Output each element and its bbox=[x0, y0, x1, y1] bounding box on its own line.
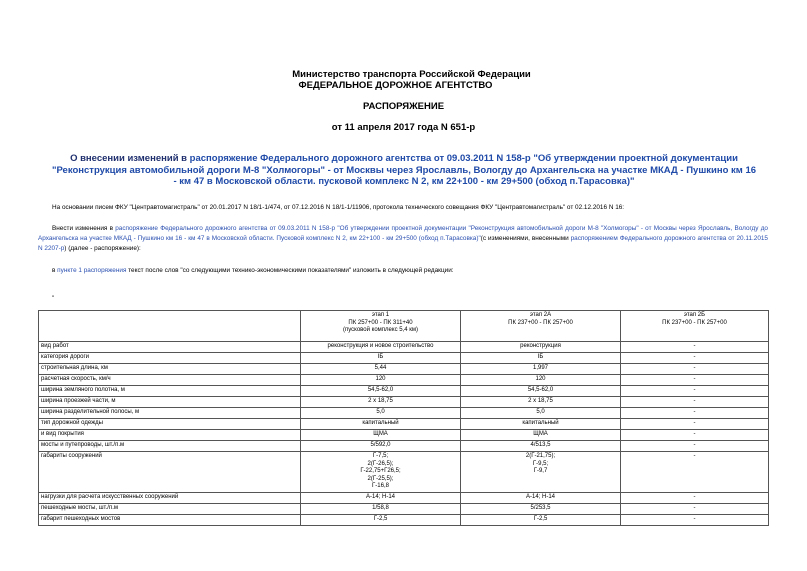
table-header-cell: этап 2Б ПК 237+00 - ПК 257+00 bbox=[621, 311, 769, 342]
table-cell: 120 bbox=[461, 375, 621, 386]
row-label-cell: пешеходные мосты, шт./п.м bbox=[39, 503, 301, 514]
table-cell: ЩМА bbox=[301, 430, 461, 441]
table-row bbox=[39, 353, 769, 364]
row-label-cell: ширина разделительной полосы, м bbox=[39, 408, 301, 419]
table-cell: - bbox=[621, 430, 769, 441]
table-cell: - bbox=[621, 364, 769, 375]
table-row bbox=[39, 503, 769, 514]
row-label-cell: нагрузки для расчета искусственных сооружений bbox=[39, 492, 301, 503]
agency-name: ФЕДЕРАЛЬНОЕ ДОРОЖНОЕ АГЕНТСТВО bbox=[298, 80, 493, 91]
table-row bbox=[39, 492, 769, 503]
point-prefix: в bbox=[52, 267, 58, 274]
table-cell: Г-2,5 bbox=[461, 514, 621, 525]
table-cell: - bbox=[621, 342, 769, 353]
amend-order-link[interactable]: распоряжение Федерального дорожного агентства от 09.03.2011 N 158-р "Об утверждении проектной документации "Реконструкция автомобильной дороги М-8 "Холмогоры" - от Москвы через Ярославль, Вологду до Архангельска на участке МКАД - Пушкино км 16 - км 47 в Московской области. Пусковой комплекс N 2, км 22+100 - км 29+500 (обход п.Тарасовка)" bbox=[38, 225, 768, 242]
table-cell: 1/58,8 bbox=[301, 503, 461, 514]
row-label-cell: тип дорожной одежды bbox=[39, 419, 301, 430]
order-link[interactable]: распоряжения bbox=[83, 267, 127, 274]
table-row bbox=[39, 342, 769, 353]
table-cell: - bbox=[621, 386, 769, 397]
basis-paragraph bbox=[38, 203, 768, 213]
table-cell: - bbox=[621, 419, 769, 430]
amend-paragraph bbox=[38, 224, 768, 253]
table-row bbox=[39, 430, 769, 441]
point-link[interactable]: пункте 1 bbox=[57, 267, 82, 274]
amend-mid: (с изменениями, внесенными bbox=[480, 234, 571, 242]
table-cell: Г-2,5 bbox=[301, 514, 461, 525]
amend-order-link-2[interactable]: распоряжением Федерального дорожного агентства от 20.11.2015 N 2207-р bbox=[38, 234, 768, 252]
document-type: РАСПОРЯЖЕНИЕ bbox=[362, 101, 445, 112]
row-label-cell: строительная длина, км bbox=[39, 364, 301, 375]
table-cell: - bbox=[621, 353, 769, 364]
title-prefix: О внесении изменений в bbox=[70, 153, 190, 164]
table-cell: - bbox=[621, 492, 769, 503]
document-title bbox=[50, 153, 758, 188]
table-header-cell bbox=[39, 311, 301, 342]
document-date: от 11 апреля 2017 года N 651-р bbox=[331, 122, 476, 133]
table-cell: IБ bbox=[461, 353, 621, 364]
amend-suffix: ) (далее - распоряжение): bbox=[64, 244, 141, 252]
ministry-name: Министерство транспорта Российской Федерации bbox=[292, 69, 531, 80]
table-row bbox=[39, 452, 769, 493]
table-cell: - bbox=[621, 514, 769, 525]
row-label-cell: габариты сооружений bbox=[39, 452, 301, 493]
row-label-cell: мосты и путепроводы, шт./п.м bbox=[39, 441, 301, 452]
table-row bbox=[39, 386, 769, 397]
row-label-cell: ширина земляного полотна, м bbox=[39, 386, 301, 397]
table-cell: капитальный bbox=[301, 419, 461, 430]
table-cell: капитальный bbox=[461, 419, 621, 430]
table-cell: реконструкция bbox=[461, 342, 621, 353]
point-suffix: текст после слов "со следующими технико-экономическими показателями" изложить в следующей редакции: bbox=[126, 267, 454, 274]
table-header-row bbox=[39, 311, 769, 342]
specs-table bbox=[38, 310, 769, 526]
point-paragraph bbox=[38, 266, 768, 276]
table-row bbox=[39, 441, 769, 452]
table-header-cell: этап 1 ПК 257+00 - ПК 311+40 (пусковой комплекс 5,4 км) bbox=[301, 311, 461, 342]
quote-mark: " bbox=[52, 296, 55, 302]
table-cell: - bbox=[621, 441, 769, 452]
row-label-cell: категория дороги bbox=[39, 353, 301, 364]
table-row bbox=[39, 419, 769, 430]
table-row bbox=[39, 397, 769, 408]
table-cell: 5,44 bbox=[301, 364, 461, 375]
table-cell: 54,5-62,0 bbox=[461, 386, 621, 397]
table-cell: реконструкция и новое строительство bbox=[301, 342, 461, 353]
table-cell: - bbox=[621, 452, 769, 493]
table-cell: 2(Г-21,75); Г-9,5; Г-9,7 bbox=[461, 452, 621, 493]
table-cell: А-14; Н-14 bbox=[461, 492, 621, 503]
table-cell: 1,997 bbox=[461, 364, 621, 375]
row-label-cell: вид работ bbox=[39, 342, 301, 353]
table-row bbox=[39, 375, 769, 386]
row-label-cell: ширина проезжей части, м bbox=[39, 397, 301, 408]
table-cell: IБ bbox=[301, 353, 461, 364]
table-cell: 5,0 bbox=[301, 408, 461, 419]
table-row bbox=[39, 408, 769, 419]
table-cell: - bbox=[621, 408, 769, 419]
table-cell: Г-7,5; 2(Г-26,5); Г-22,75+Г26,5; 2(Г-25,5); Г-16,8 bbox=[301, 452, 461, 493]
specs-table-body bbox=[39, 311, 769, 526]
table-cell: - bbox=[621, 503, 769, 514]
table-cell: 54,5-62,0 bbox=[301, 386, 461, 397]
row-label-cell: и вид покрытия bbox=[39, 430, 301, 441]
table-header-cell: этап 2А ПК 237+00 - ПК 257+00 bbox=[461, 311, 621, 342]
basis-text: На основании писем ФКУ "Центравтомагистраль" от 20.01.2017 N 18/1-1/474, от 07.12.2016 N 18/1-1/11906, протокола технического совещания ФКУ "Центравтомагистраль" от 02.12.2016 N 16: bbox=[52, 204, 625, 211]
table-cell: 2 х 18,75 bbox=[301, 397, 461, 408]
row-label-cell: расчетная скорость, км/ч bbox=[39, 375, 301, 386]
table-cell: 5,0 bbox=[461, 408, 621, 419]
table-cell: - bbox=[621, 397, 769, 408]
table-row bbox=[39, 514, 769, 525]
amend-prefix: Внести изменения в bbox=[52, 225, 116, 232]
row-label-cell: габарит пешеходных мостов bbox=[39, 514, 301, 525]
table-cell: 2 х 18,75 bbox=[461, 397, 621, 408]
table-cell: А-14; Н-14 bbox=[301, 492, 461, 503]
table-cell: - bbox=[621, 375, 769, 386]
table-cell: 5/253,5 bbox=[461, 503, 621, 514]
table-cell: 4/513,5 bbox=[461, 441, 621, 452]
table-cell: ЩМА bbox=[461, 430, 621, 441]
table-cell: 120 bbox=[301, 375, 461, 386]
table-cell: 5/592,0 bbox=[301, 441, 461, 452]
table-row bbox=[39, 364, 769, 375]
title-order-link[interactable]: распоряжение Федерального дорожного агентства от 09.03.2011 N 158-р "Об утверждении проектной документации "Реконструкция автомобильной дороги М-8 "Холмогоры" - от Москвы через Ярославль, Вологду до Архангельска на участке МКАД - Пушкино км 16 - км 47 в Московской области. пусковой комплекс N 2, км 22+100 - км 29+500 (обход п.Тарасовка)" bbox=[51, 153, 757, 188]
